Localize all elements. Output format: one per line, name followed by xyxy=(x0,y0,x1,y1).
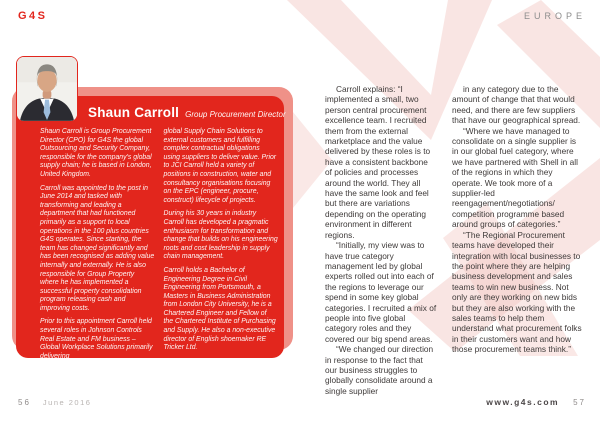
bio-paragraph: Shaun Carroll is Group Procurement Director (CPO) for G4S the global Outsourcing and Security Company, responsible for the company's global supply chain; he is based in London, United Kingdom. xyxy=(40,128,152,178)
article-body xyxy=(325,84,582,396)
profile-role: Group Procurement Director xyxy=(185,110,286,119)
bio-paragraph: Carroll was appointed to the post in June 2014 and tasked with transforming and leading a department that had functioned primarily as a support to local operations in the 100 plus countries G4S operates. Since starting, the team has changed significantly and has been recognised as adding value internally and externally. He is also responsible for Group Property where he has implemented a successful property consolidation program releasing cash and improving costs. xyxy=(40,184,155,312)
profile-name: Shaun Carroll xyxy=(88,105,180,120)
profile-bio-column-2 xyxy=(164,128,279,366)
article-paragraph: “Initially, my view was to have true category management led by global experts rolled out into each of the regions to leverage our spend in some key global categories. I recruited a mix of people into five global category roles and they covered our big spend areas. xyxy=(325,240,437,344)
article-column-2 xyxy=(452,84,582,396)
profile-bio xyxy=(16,120,284,366)
issue-date: June 2016 xyxy=(42,398,92,407)
bio-paragraph: Carroll holds a Bachelor of Engineering Degree in Civil Engineering from Portsmouth, a Masters in Business Administration from London City University, he is a Chartered Engineer and Fellow of the Chartered Institute of Purchasing and Supply. He also a non-executive director of English shoemaker RE Tricker Ltd. xyxy=(163,266,276,352)
footer xyxy=(0,397,600,407)
website-url: www.g4s.com xyxy=(486,397,560,407)
article-paragraph: “The Regional Procurement teams have developed their integration with local businesses to the point where they are helping business development and sales teams to win new business. Not only are they working on new bids but they are also working with the sales teams to help them understand what procurement folks in their customers want and how those procurement teams think.” xyxy=(452,229,582,355)
article-paragraph: “Where we have managed to consolidate on a single supplier is in our global fuel category, where we have partnered with Shell in all of the regions in which they operate. We took more of a supplier-led reengagement/negotiations/ competition programme based around groups of categories.” xyxy=(452,125,578,230)
footer-right xyxy=(486,397,586,407)
article-paragraph: “We changed our direction in response to the fact that our business struggles to globally consolidate around a single supplier xyxy=(325,344,434,396)
magazine-brand: G4S xyxy=(18,10,48,22)
profile-card xyxy=(16,96,284,358)
bio-paragraph: During his 30 years in industry Carroll has developed a pragmatic enthusiasm for transformation and change that builds on his engineering roots and cost leadership in supply chain management. xyxy=(163,210,278,261)
portrait-photo xyxy=(16,56,78,122)
article-paragraph: in any category due to the amount of change that that would need, and there are few suppliers that have our geographical spread. xyxy=(452,84,581,126)
section-label: EUROPE xyxy=(523,11,586,21)
article-paragraph: Carroll explains: “I implemented a small, two person central procurement excellence team. I recruited them from the external marketplace and the value delivered by these roles is to have a consistent backbone of policies and processes around the world. They all have the same look and feel but there are variations depending on the operating environment in different regions. xyxy=(325,84,431,240)
portrait-illustration xyxy=(17,57,77,121)
page-number-right: 57 xyxy=(573,398,586,407)
bio-paragraph: global Supply Chain Solutions to external customers and fulfilling complex contractual obligations using suppliers to deliver value. Prior to JCI Carroll held a variety of positions in construction, water and consultancy organisations focusing on the EPC (engineer, procure, construct) lifecycle of projects. xyxy=(163,128,277,204)
footer-left xyxy=(18,398,91,407)
page-number-left: 56 xyxy=(18,398,31,407)
article-column-1 xyxy=(325,84,437,396)
profile-bio-column-1 xyxy=(40,128,155,366)
bio-paragraph: Prior to this appointment Carroll held several roles in Johnson Controls Real Estate and FM business – Global Workplace Solutions primarily delivering xyxy=(40,318,153,360)
